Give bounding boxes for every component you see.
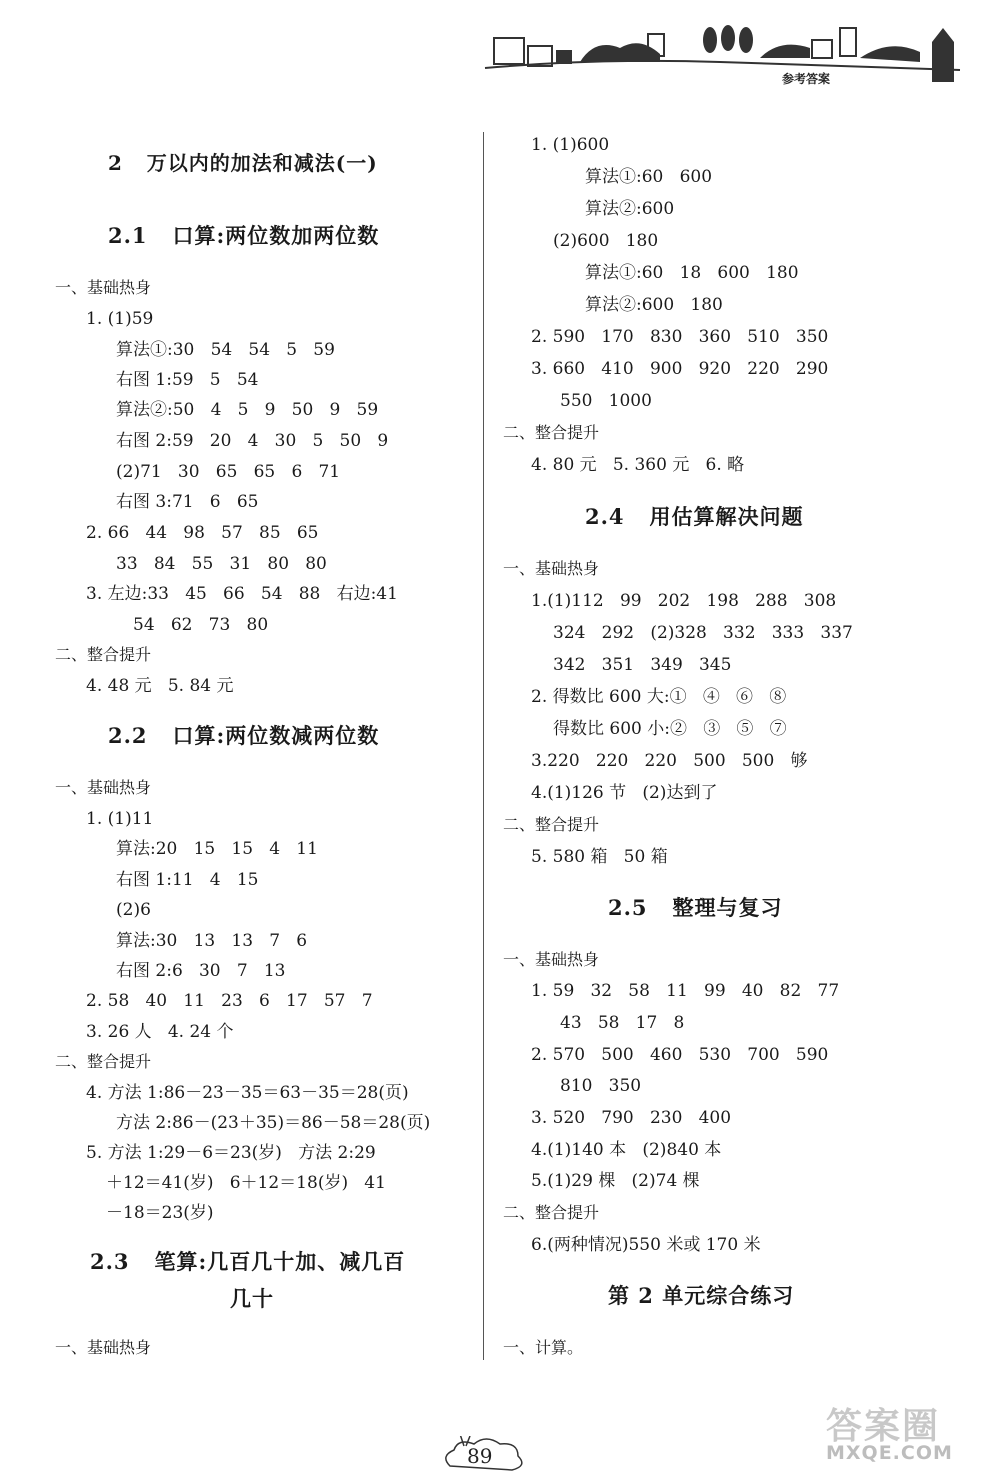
section-heading: 2.5 整理与复习 xyxy=(608,895,783,920)
answer-line: 5. 580 箱 50 箱 xyxy=(531,847,668,867)
section-heading: 2.2 口算:两位数减两位数 xyxy=(108,723,380,748)
answer-line: 2. 590 170 830 360 510 350 xyxy=(531,327,829,347)
answer-line: 算法①:60 600 xyxy=(585,167,713,187)
answer-line: 右图 3:71 6 65 xyxy=(116,492,259,512)
answer-line: 3. 26 人 4. 24 个 xyxy=(86,1022,234,1042)
subsection-label: 一、计算。 xyxy=(503,1338,584,1357)
answer-line: 得数比 600 小:② ③ ⑤ ⑦ xyxy=(553,719,787,739)
answer-line: 5.(1)29 棵 (2)74 棵 xyxy=(531,1171,700,1191)
answer-line: 5. 方法 1:29－6＝23(岁) 方法 2:29 xyxy=(86,1143,376,1163)
answer-line: 算法②:600 180 xyxy=(585,295,723,315)
section-heading: 2.3 笔算:几百几十加、减几百 xyxy=(90,1249,406,1274)
answer-line: 右图 1:59 5 54 xyxy=(116,370,259,390)
answer-line: 算法②:600 xyxy=(585,199,675,219)
answer-line: 算法①:60 18 600 180 xyxy=(585,263,799,283)
section-heading: 2 万以内的加法和减法(一) xyxy=(108,151,378,175)
watermark-logo: 答案圈 xyxy=(826,1406,941,1447)
answer-line: 1.(1)112 99 202 198 288 308 xyxy=(531,591,837,611)
answer-line: 33 84 55 31 80 80 xyxy=(116,554,327,574)
answer-line: 3. 660 410 900 920 220 290 xyxy=(531,359,829,379)
section-heading: 2.4 用估算解决问题 xyxy=(585,504,804,529)
answer-line: 4.(1)126 节 (2)达到了 xyxy=(531,783,718,803)
subsection-label: 一、基础热身 xyxy=(55,278,152,297)
answer-line: ＋12＝41(岁) 6＋12＝18(岁) 41 xyxy=(106,1173,386,1193)
answer-line: 4. 80 元 5. 360 元 6. 略 xyxy=(531,455,745,475)
answer-line: 算法:30 13 13 7 6 xyxy=(116,931,308,951)
answer-line: 6.(两种情况)550 米或 170 米 xyxy=(531,1235,761,1255)
answer-line: 2. 66 44 98 57 85 65 xyxy=(86,523,319,543)
header-illustration xyxy=(480,18,970,90)
answer-line: 2. 58 40 11 23 6 17 57 7 xyxy=(86,991,373,1011)
answer-line: (2)6 xyxy=(116,900,151,920)
answer-line: (2)600 180 xyxy=(553,231,659,251)
answer-line: 4.(1)140 本 (2)840 本 xyxy=(531,1140,722,1160)
page-number: 89 xyxy=(467,1444,493,1468)
answer-line: 3.220 220 220 500 500 够 xyxy=(531,751,808,771)
answer-line: 3. 520 790 230 400 xyxy=(531,1108,732,1128)
answer-line: 4. 方法 1:86－23－35＝63－35＝28(页) xyxy=(86,1083,409,1103)
subsection-label: 一、基础热身 xyxy=(503,559,600,578)
answer-line: 算法②:50 4 5 9 50 9 59 xyxy=(116,400,379,420)
subsection-label: 一、基础热身 xyxy=(503,950,600,969)
page-number-badge xyxy=(440,1436,530,1472)
subsection-label: 二、整合提升 xyxy=(503,1203,600,1222)
section-heading: 几十 xyxy=(230,1286,274,1311)
subsection-label: 一、基础热身 xyxy=(55,1338,152,1357)
town-skyline-icon xyxy=(480,18,970,90)
answer-line: 3. 左边:33 45 66 54 88 右边:41 xyxy=(86,584,398,604)
subsection-label: 二、整合提升 xyxy=(55,1052,152,1071)
watermark xyxy=(820,1398,996,1472)
answer-line: －18＝23(岁) xyxy=(106,1203,214,1223)
answer-line: 1. 59 32 58 11 99 40 82 77 xyxy=(531,981,840,1001)
answer-line: 右图 2:59 20 4 30 5 50 9 xyxy=(116,431,389,451)
answer-line: 324 292 (2)328 332 333 337 xyxy=(553,623,853,643)
answer-line: 2. 570 500 460 530 700 590 xyxy=(531,1045,829,1065)
subsection-label: 二、整合提升 xyxy=(55,645,152,664)
answer-line: 算法:20 15 15 4 11 xyxy=(116,839,318,859)
answer-line: 342 351 349 345 xyxy=(553,655,732,675)
answer-line: 54 62 73 80 xyxy=(133,615,269,635)
answer-line: 算法①:30 54 54 5 59 xyxy=(116,340,335,360)
answer-line: (2)71 30 65 65 6 71 xyxy=(116,462,341,482)
subsection-label: 一、基础热身 xyxy=(55,778,152,797)
answer-line: 43 58 17 8 xyxy=(560,1013,685,1033)
answer-line: 550 1000 xyxy=(560,391,652,411)
section-heading: 第 2 单元综合练习 xyxy=(608,1283,795,1308)
watermark-url: MXQE.COM xyxy=(826,1442,953,1464)
subsection-label: 二、整合提升 xyxy=(503,815,600,834)
answer-line: 右图 1:11 4 15 xyxy=(116,870,259,890)
column-divider xyxy=(483,132,484,1360)
answer-line: 2. 得数比 600 大:① ④ ⑥ ⑧ xyxy=(531,687,787,707)
answer-line: 1. (1)59 xyxy=(86,309,154,329)
answer-line: 1. (1)600 xyxy=(531,135,610,155)
answer-line: 1. (1)11 xyxy=(86,809,154,829)
answer-line: 810 350 xyxy=(560,1076,642,1096)
subsection-label: 二、整合提升 xyxy=(503,423,600,442)
section-heading: 2.1 口算:两位数加两位数 xyxy=(108,223,380,248)
answer-line: 4. 48 元 5. 84 元 xyxy=(86,676,234,696)
header-label: 参考答案 xyxy=(782,72,831,86)
answer-line: 右图 2:6 30 7 13 xyxy=(116,961,286,981)
answer-line: 方法 2:86－(23＋35)＝86－58＝28(页) xyxy=(116,1113,431,1133)
